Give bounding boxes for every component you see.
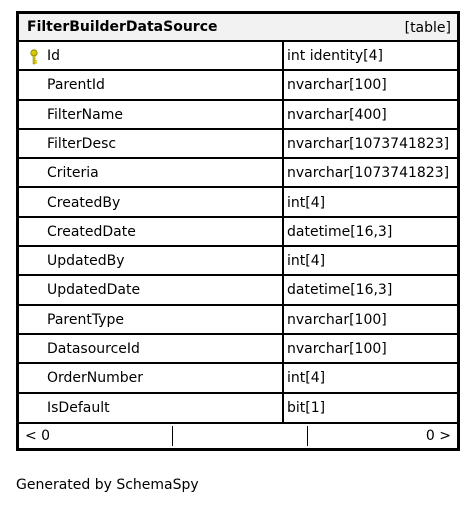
column-type: nvarchar[100] [287,341,387,357]
column-type: nvarchar[100] [287,77,387,94]
column-row [19,218,457,247]
column-name: Id [47,48,61,64]
column-type: datetime[16,3] [287,223,393,240]
column-name: CreatedDate [47,223,136,240]
key-icon [29,49,39,65]
column-type: nvarchar[1073741823] [287,135,450,152]
column-row [19,306,457,335]
column-type: int identity[4] [287,48,383,64]
column-row [19,394,457,424]
column-type: nvarchar[100] [287,311,387,328]
column-name: DatasourceId [47,341,140,357]
column-type: nvarchar[1073741823] [287,165,450,182]
column-type: bit[1] [287,399,326,416]
column-name: ParentId [47,77,105,94]
table-node [16,11,460,451]
column-name: UpdatedDate [47,282,141,299]
relationship-footer [19,424,457,448]
column-name: CreatedBy [47,194,121,211]
table-header [19,14,457,42]
column-name: FilterDesc [47,135,117,152]
column-row [19,130,457,159]
generated-by-credit: Generated by SchemaSpy [16,477,199,493]
column-row [19,42,457,71]
column-row [19,101,457,130]
column-type: datetime[16,3] [287,282,393,299]
column-type: int[4] [287,194,326,211]
column-type: int[4] [287,253,326,270]
parents-count[interactable]: < 0 [25,428,51,444]
footer-divider [172,426,173,446]
column-row [19,71,457,100]
column-row [19,335,457,364]
column-name: Criteria [47,165,99,182]
column-name: FilterName [47,106,123,123]
column-row [19,247,457,276]
table-type-label: [table] [404,20,451,36]
column-type: int[4] [287,370,326,387]
table-name: FilterBuilderDataSource [27,19,218,35]
column-row [19,189,457,218]
footer-divider [307,426,308,446]
column-name: ParentType [47,311,124,328]
column-name: IsDefault [47,399,110,416]
column-name: OrderNumber [47,370,144,387]
column-name: UpdatedBy [47,253,125,270]
children-count[interactable]: 0 > [425,428,451,444]
column-row [19,364,457,393]
column-type: nvarchar[400] [287,106,387,123]
column-row [19,276,457,305]
column-row [19,159,457,188]
